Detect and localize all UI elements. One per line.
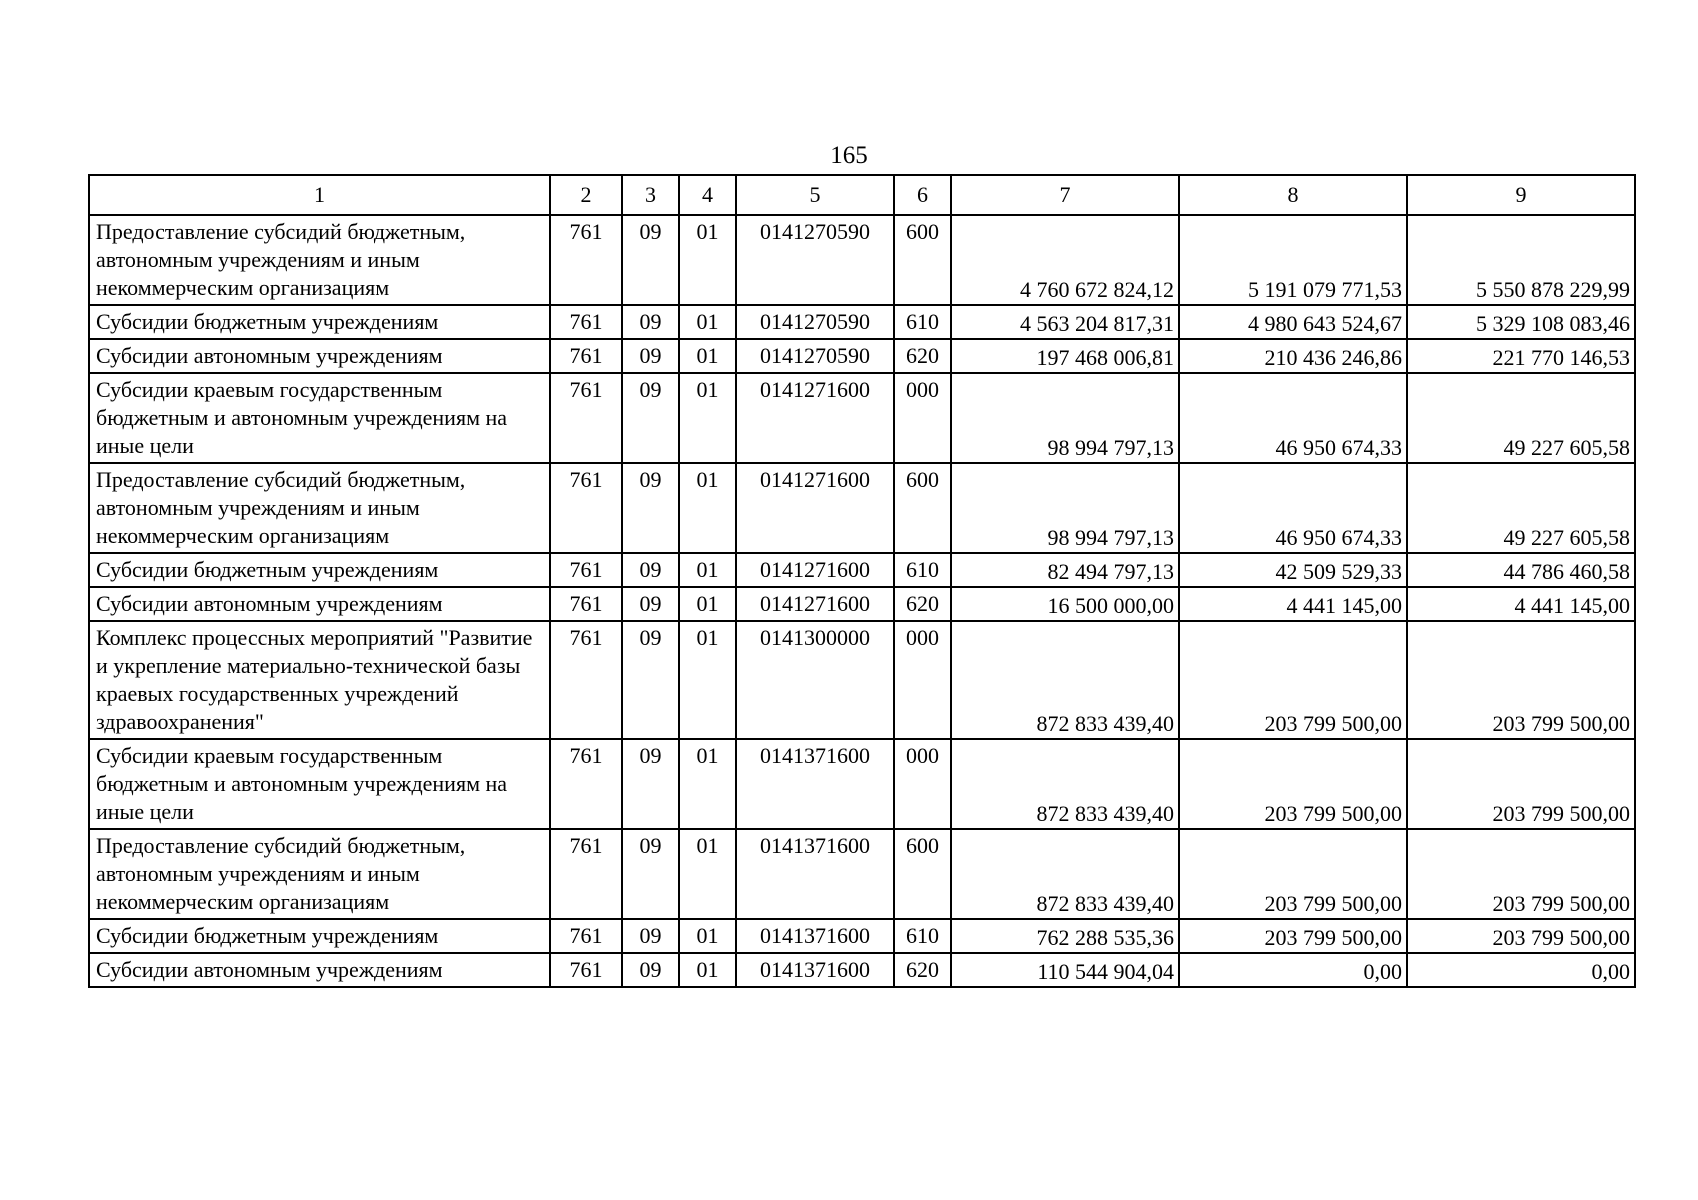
col6-cell: 620 — [894, 587, 951, 621]
col3-cell: 09 — [622, 919, 679, 953]
col9-amount: 49 227 605,58 — [1407, 463, 1635, 553]
table-row — [89, 339, 1635, 373]
col4-cell: 01 — [679, 829, 736, 919]
col6-cell: 610 — [894, 553, 951, 587]
row-name-cell: Предоставление субсидий бюджетным, автономным учреждениям и иным некоммерческим организациям — [89, 463, 550, 553]
col8-amount: 4 441 145,00 — [1179, 587, 1407, 621]
col7-amount: 110 544 904,04 — [951, 953, 1179, 987]
col5-cell: 0141270590 — [736, 305, 894, 339]
col8-amount: 203 799 500,00 — [1179, 919, 1407, 953]
col2-cell: 761 — [550, 305, 622, 339]
col6-cell: 000 — [894, 621, 951, 739]
col8-amount: 46 950 674,33 — [1179, 373, 1407, 463]
col8-amount: 203 799 500,00 — [1179, 829, 1407, 919]
table-row — [89, 587, 1635, 621]
table-body — [89, 215, 1635, 987]
table-row — [89, 553, 1635, 587]
header-cell-1: 1 — [89, 175, 550, 215]
col4-cell: 01 — [679, 215, 736, 305]
col9-amount: 203 799 500,00 — [1407, 739, 1635, 829]
header-cell-9: 9 — [1407, 175, 1635, 215]
col3-cell: 09 — [622, 621, 679, 739]
row-name-cell: Субсидии краевым государственным бюджетным и автономным учреждениям на иные цели — [89, 739, 550, 829]
col5-cell: 0141271600 — [736, 373, 894, 463]
col6-cell: 620 — [894, 339, 951, 373]
col8-amount: 203 799 500,00 — [1179, 621, 1407, 739]
row-name-cell: Субсидии автономным учреждениям — [89, 587, 550, 621]
col4-cell: 01 — [679, 339, 736, 373]
col6-cell: 610 — [894, 919, 951, 953]
col8-amount: 210 436 246,86 — [1179, 339, 1407, 373]
page-number: 165 — [830, 142, 868, 169]
col3-cell: 09 — [622, 829, 679, 919]
col8-amount: 42 509 529,33 — [1179, 553, 1407, 587]
header-row — [89, 175, 1635, 215]
col7-amount: 82 494 797,13 — [951, 553, 1179, 587]
col7-amount: 98 994 797,13 — [951, 463, 1179, 553]
col9-amount: 44 786 460,58 — [1407, 553, 1635, 587]
col6-cell: 600 — [894, 215, 951, 305]
col2-cell: 761 — [550, 339, 622, 373]
col7-amount: 872 833 439,40 — [951, 829, 1179, 919]
row-name-cell: Субсидии автономным учреждениям — [89, 339, 550, 373]
row-name-cell: Субсидии бюджетным учреждениям — [89, 553, 550, 587]
row-name-cell: Субсидии бюджетным учреждениям — [89, 305, 550, 339]
col5-cell: 0141271600 — [736, 463, 894, 553]
col2-cell: 761 — [550, 621, 622, 739]
col4-cell: 01 — [679, 953, 736, 987]
col6-cell: 600 — [894, 463, 951, 553]
col2-cell: 761 — [550, 953, 622, 987]
col2-cell: 761 — [550, 553, 622, 587]
col7-amount: 4 563 204 817,31 — [951, 305, 1179, 339]
col3-cell: 09 — [622, 339, 679, 373]
col3-cell: 09 — [622, 215, 679, 305]
col7-amount: 762 288 535,36 — [951, 919, 1179, 953]
col7-amount: 16 500 000,00 — [951, 587, 1179, 621]
table-row — [89, 919, 1635, 953]
col3-cell: 09 — [622, 553, 679, 587]
table-row — [89, 215, 1635, 305]
col9-amount: 4 441 145,00 — [1407, 587, 1635, 621]
table-row — [89, 953, 1635, 987]
col5-cell: 0141371600 — [736, 919, 894, 953]
col4-cell: 01 — [679, 587, 736, 621]
col5-cell: 0141371600 — [736, 739, 894, 829]
col7-amount: 872 833 439,40 — [951, 621, 1179, 739]
col3-cell: 09 — [622, 587, 679, 621]
col4-cell: 01 — [679, 373, 736, 463]
col3-cell: 09 — [622, 463, 679, 553]
col9-amount: 5 329 108 083,46 — [1407, 305, 1635, 339]
col3-cell: 09 — [622, 305, 679, 339]
col2-cell: 761 — [550, 373, 622, 463]
header-cell-6: 6 — [894, 175, 951, 215]
col6-cell: 000 — [894, 373, 951, 463]
col8-amount: 203 799 500,00 — [1179, 739, 1407, 829]
col8-amount: 0,00 — [1179, 953, 1407, 987]
table-row — [89, 305, 1635, 339]
header-cell-4: 4 — [679, 175, 736, 215]
col9-amount: 203 799 500,00 — [1407, 829, 1635, 919]
col4-cell: 01 — [679, 305, 736, 339]
col9-amount: 203 799 500,00 — [1407, 919, 1635, 953]
col4-cell: 01 — [679, 553, 736, 587]
col6-cell: 600 — [894, 829, 951, 919]
row-name-cell: Комплекс процессных мероприятий "Развитие и укрепление материально-технической базы краевых государственных учреждений здравоохранения" — [89, 621, 550, 739]
col7-amount: 4 760 672 824,12 — [951, 215, 1179, 305]
col5-cell: 0141270590 — [736, 215, 894, 305]
col9-amount: 5 550 878 229,99 — [1407, 215, 1635, 305]
col9-amount: 49 227 605,58 — [1407, 373, 1635, 463]
col2-cell: 761 — [550, 829, 622, 919]
col2-cell: 761 — [550, 463, 622, 553]
header-cell-3: 3 — [622, 175, 679, 215]
col8-amount: 4 980 643 524,67 — [1179, 305, 1407, 339]
col4-cell: 01 — [679, 919, 736, 953]
row-name-cell: Предоставление субсидий бюджетным, автономным учреждениям и иным некоммерческим организациям — [89, 215, 550, 305]
col5-cell: 0141371600 — [736, 953, 894, 987]
header-cell-8: 8 — [1179, 175, 1407, 215]
col4-cell: 01 — [679, 621, 736, 739]
col5-cell: 0141271600 — [736, 587, 894, 621]
header-cell-2: 2 — [550, 175, 622, 215]
col9-amount: 0,00 — [1407, 953, 1635, 987]
row-name-cell: Субсидии автономным учреждениям — [89, 953, 550, 987]
header-cell-5: 5 — [736, 175, 894, 215]
col9-amount: 203 799 500,00 — [1407, 621, 1635, 739]
col8-amount: 46 950 674,33 — [1179, 463, 1407, 553]
col3-cell: 09 — [622, 373, 679, 463]
table-row — [89, 739, 1635, 829]
col7-amount: 197 468 006,81 — [951, 339, 1179, 373]
col7-amount: 872 833 439,40 — [951, 739, 1179, 829]
col2-cell: 761 — [550, 587, 622, 621]
table-row — [89, 829, 1635, 919]
col5-cell: 0141300000 — [736, 621, 894, 739]
table-row — [89, 463, 1635, 553]
col6-cell: 620 — [894, 953, 951, 987]
row-name-cell: Субсидии краевым государственным бюджетным и автономным учреждениям на иные цели — [89, 373, 550, 463]
col5-cell: 0141270590 — [736, 339, 894, 373]
col2-cell: 761 — [550, 739, 622, 829]
table-row — [89, 373, 1635, 463]
col7-amount: 98 994 797,13 — [951, 373, 1179, 463]
col3-cell: 09 — [622, 739, 679, 829]
col2-cell: 761 — [550, 919, 622, 953]
budget-table — [88, 174, 1636, 988]
row-name-cell: Предоставление субсидий бюджетным, автономным учреждениям и иным некоммерческим организациям — [89, 829, 550, 919]
col9-amount: 221 770 146,53 — [1407, 339, 1635, 373]
col4-cell: 01 — [679, 463, 736, 553]
col6-cell: 610 — [894, 305, 951, 339]
col5-cell: 0141371600 — [736, 829, 894, 919]
col5-cell: 0141271600 — [736, 553, 894, 587]
col4-cell: 01 — [679, 739, 736, 829]
col8-amount: 5 191 079 771,53 — [1179, 215, 1407, 305]
row-name-cell: Субсидии бюджетным учреждениям — [89, 919, 550, 953]
col2-cell: 761 — [550, 215, 622, 305]
header-cell-7: 7 — [951, 175, 1179, 215]
table-header — [89, 175, 1635, 215]
table-row — [89, 621, 1635, 739]
col3-cell: 09 — [622, 953, 679, 987]
col6-cell: 000 — [894, 739, 951, 829]
